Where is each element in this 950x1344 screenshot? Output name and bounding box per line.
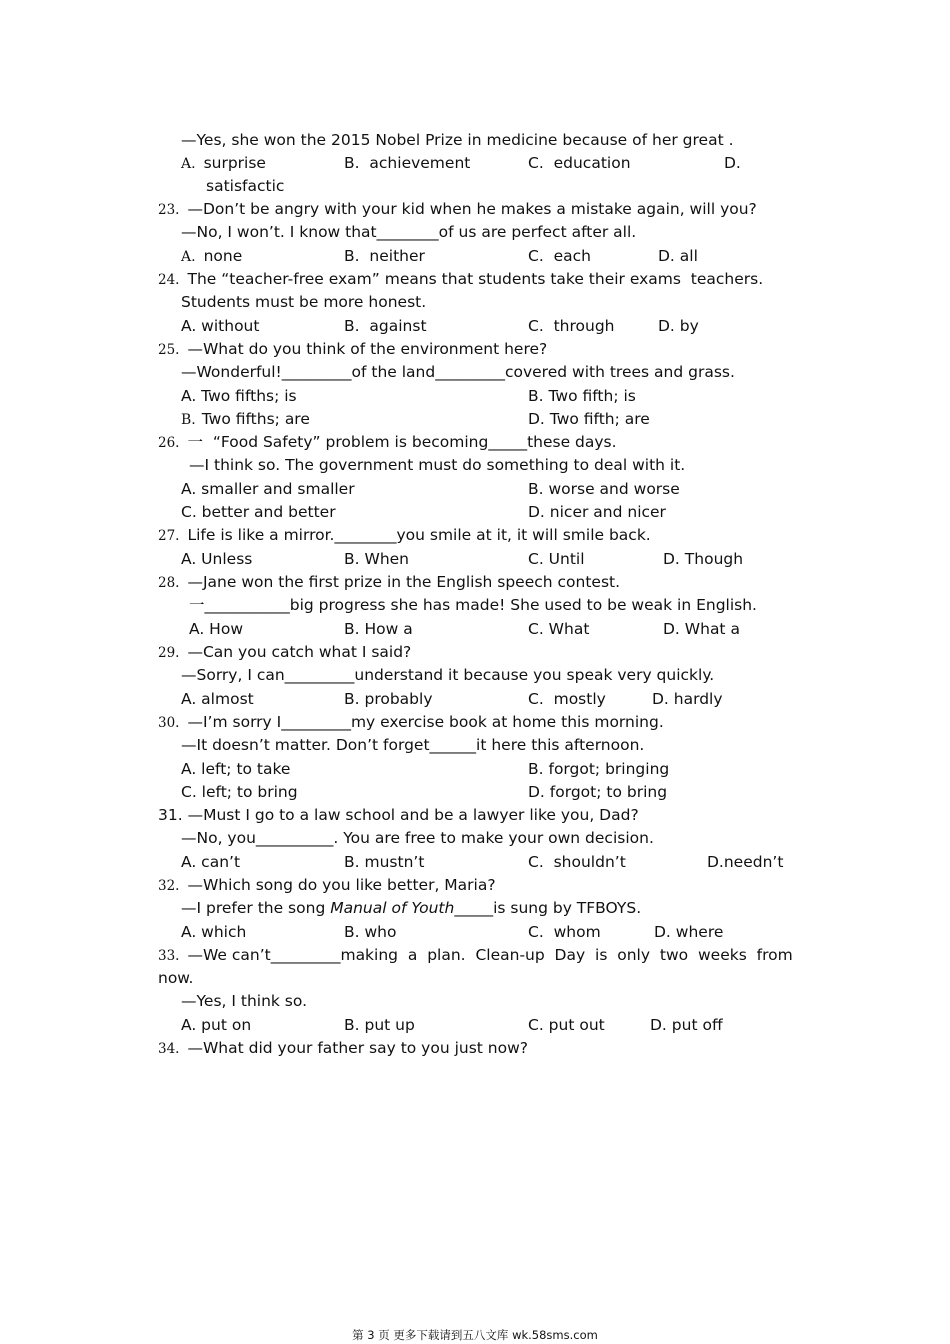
q29-option-b: B. probably (344, 690, 433, 708)
q26-option-a: A. smaller and smaller (181, 480, 355, 498)
q29-question (158, 642, 411, 663)
q22-option-c: C. education (528, 154, 631, 172)
q24-option-b: B. against (344, 317, 427, 335)
q32-line2 (181, 898, 641, 919)
q26-number: 26. (158, 435, 180, 451)
q30-option-c: C. left; to bring (181, 783, 298, 801)
q32-song-title: Manual of Youth (330, 899, 455, 917)
q28-question (158, 572, 620, 593)
q30-number: 30. (158, 715, 180, 731)
q33-line1: —We can’t_________making a plan. Clean-up Day is only two weeks from (187, 946, 793, 964)
q25-option-a: A. Two fifths; is (181, 387, 297, 405)
q24-option-c: C. through (528, 317, 615, 335)
q23-number: 23. (158, 202, 180, 218)
q31-line1: 31. —Must I go to a law school and be a lawyer like you, Dad? (158, 806, 639, 824)
q33-line2: —Yes, I think so. (181, 992, 308, 1010)
q33-option-d: D. put off (650, 1016, 723, 1034)
q23-question (158, 199, 757, 220)
q30-line1: —I’m sorry I_________my exercise book at home this morning. (187, 713, 664, 731)
q27-question (158, 525, 651, 546)
q27-option-b: B. When (344, 550, 409, 568)
q22-option-a-letter: A. (181, 156, 196, 172)
q22-option-b: B. achievement (344, 154, 471, 172)
q25-line1: —What do you think of the environment here? (187, 340, 548, 358)
q24-question (158, 269, 763, 290)
q32-line2-pre: —I prefer the song (181, 899, 331, 917)
q22-option-a-text: surprise (203, 154, 266, 172)
q29-option-a: A. almost (181, 690, 254, 708)
q26-question (158, 432, 617, 453)
q26-option-c: C. better and better (181, 503, 336, 521)
q29-line1: —Can you catch what I said? (187, 643, 412, 661)
q22-dialog: —Yes, she won the 2015 Nobel Prize in medicine because of her great . (181, 131, 734, 149)
q33-line1-continued: now. (158, 969, 194, 987)
page-footer: 第 3 页 更多下载请到五八文库 wk.58sms.com (352, 1328, 598, 1342)
q31-option-b: B. mustn’t (344, 853, 425, 871)
q31-option-d: D.needn’t (707, 853, 784, 871)
q23-option-a (181, 246, 242, 267)
q32-option-b: B. who (344, 923, 397, 941)
q30-option-d: D. forgot; to bring (528, 783, 668, 801)
q32-option-c: C. whom (528, 923, 601, 941)
q27-option-c: C. Until (528, 550, 585, 568)
q29-number: 29. (158, 645, 180, 661)
q24-line1: The “teacher-free exam” means that students take their exams teachers. (187, 270, 764, 288)
q25-option-b-text: Two fifths; are (201, 410, 310, 428)
q25-line2: —Wonderful!_________of the land_________covered with trees and grass. (181, 363, 735, 381)
q23-option-a-text: none (203, 247, 243, 265)
q27-option-a: A. Unless (181, 550, 253, 568)
q33-question (158, 945, 793, 966)
q28-number: 28. (158, 575, 180, 591)
q30-question (158, 712, 664, 733)
q28-line1: —Jane won the first prize in the English speech contest. (187, 573, 621, 591)
q26-option-b: B. worse and worse (528, 480, 680, 498)
q25-option-b (181, 409, 310, 430)
q23-option-d: D. all (658, 247, 698, 265)
q31-option-c: C. shouldn’t (528, 853, 626, 871)
q24-option-d: D. by (658, 317, 699, 335)
q34-line1: —What did your father say to you just now? (187, 1039, 529, 1057)
q26-option-d: D. nicer and nicer (528, 503, 666, 521)
q26-line1: 一 “Food Safety” problem is becoming_____these days. (187, 433, 617, 451)
q34-question (158, 1038, 528, 1059)
q29-option-c: C. mostly (528, 690, 606, 708)
q23-line2: —No, I won’t. I know that________of us are perfect after all. (181, 223, 637, 241)
q25-question (158, 339, 547, 360)
q24-option-a: A. without (181, 317, 260, 335)
q27-line1: Life is like a mirror.________you smile at it, it will smile back. (187, 526, 651, 544)
q30-option-a: A. left; to take (181, 760, 291, 778)
q30-option-b: B. forgot; bringing (528, 760, 670, 778)
q31-option-a: A. can’t (181, 853, 241, 871)
q33-option-b: B. put up (344, 1016, 415, 1034)
q32-line2-post: _____is sung by TFBOYS. (454, 899, 642, 917)
q29-line2: —Sorry, I can_________understand it because you speak very quickly. (181, 666, 715, 684)
q27-option-d: D. Though (663, 550, 744, 568)
q23-option-c: C. each (528, 247, 591, 265)
q28-option-c: C. What (528, 620, 590, 638)
q32-option-a: A. which (181, 923, 247, 941)
q33-option-c: C. put out (528, 1016, 605, 1034)
q32-option-d: D. where (654, 923, 724, 941)
q33-number: 33. (158, 948, 180, 964)
q25-option-d: D. Two fifth; are (528, 410, 650, 428)
q28-option-a: A. How (189, 620, 244, 638)
q32-line1: —Which song do you like better, Maria? (187, 876, 496, 894)
q23-option-a-letter: A. (181, 249, 196, 265)
q28-option-d: D. What a (663, 620, 740, 638)
q28-line2: 一___________big progress she has made! She used to be weak in English. (189, 596, 757, 614)
q26-line2: —I think so. The government must do something to deal with it. (189, 456, 686, 474)
q24-number: 24. (158, 272, 180, 288)
q22-option-a (181, 153, 266, 174)
q28-option-b: B. How a (344, 620, 413, 638)
q22-option-d-continued: satisfactic (206, 177, 285, 195)
q24-line2: Students must be more honest. (181, 293, 427, 311)
q22-option-d: D. (724, 154, 741, 172)
q25-option-c: B. Two fifth; is (528, 387, 636, 405)
q23-option-b: B. neither (344, 247, 425, 265)
q30-line2: —It doesn’t matter. Don’t forget______it here this afternoon. (181, 736, 645, 754)
q31-line2: —No, you__________. You are free to make your own decision. (181, 829, 654, 847)
q23-line1: —Don’t be angry with your kid when he makes a mistake again, will you? (187, 200, 757, 218)
q27-number: 27. (158, 528, 180, 544)
q32-number: 32. (158, 878, 180, 894)
q25-option-b-letter: B. (181, 412, 196, 428)
q25-number: 25. (158, 342, 180, 358)
q32-question (158, 875, 496, 896)
q33-option-a: A. put on (181, 1016, 252, 1034)
q29-option-d: D. hardly (652, 690, 723, 708)
q34-number: 34. (158, 1041, 180, 1057)
